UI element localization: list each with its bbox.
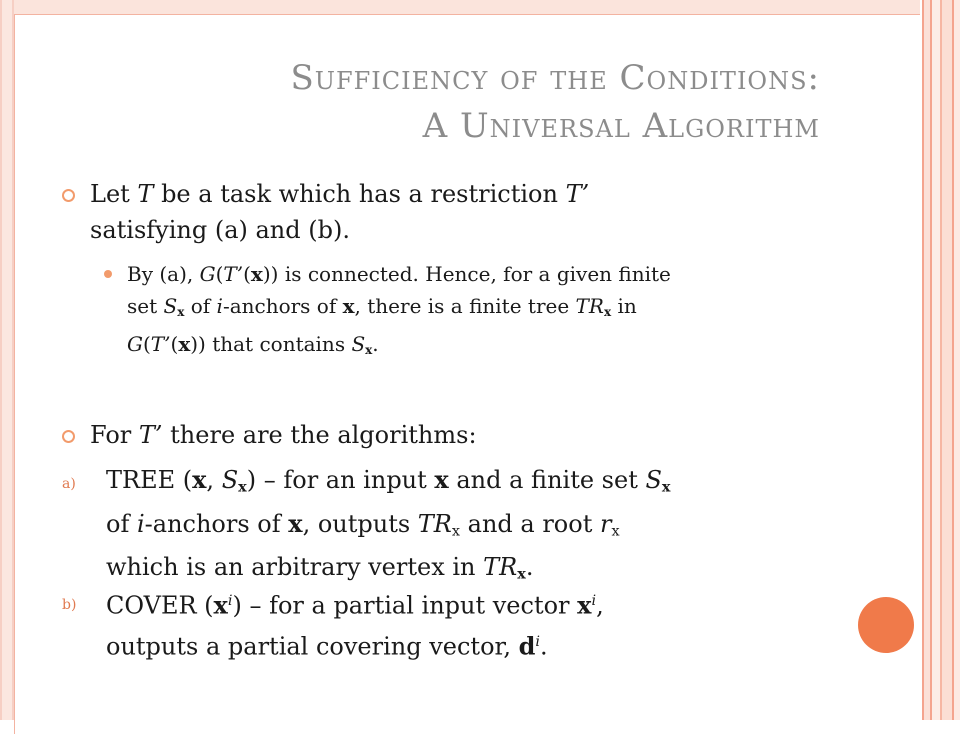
- enum-mark-a: a): [62, 476, 76, 492]
- orange-circle-decoration: [858, 597, 914, 653]
- sub-bullet-dot-icon: [104, 270, 112, 278]
- slide-title: [100, 54, 820, 150]
- title-line-2: A Universal Algorithm: [422, 106, 820, 146]
- frame-top-decoration: [0, 0, 920, 14]
- bullet-2-text: For T’ there are the algorithms:: [90, 421, 477, 449]
- bullet-1-text: Let T be a task which has a restriction T’ satisfying (a) and (b).: [90, 180, 590, 244]
- sub-bullet-text: By (a), G(T’(x)) is connected. Hence, for a given finite set $S_x$ of i-anchors of x, there is a finite tree $TR_x$ in G(T’(x)) that contains $S_x$.: [127, 262, 671, 357]
- bullet-ring-icon: [62, 430, 75, 443]
- item-a-text: TREE (x, $S_x$) – for an input x and a finite set $S_x$ of i-anchors of x, outputs $TR_x$ and a root $r_x$ which is an arbitrary vertex in $TR_x$.: [106, 465, 671, 583]
- enum-mark-b: b): [62, 597, 77, 613]
- bullet-ring-icon: [62, 189, 75, 202]
- frame-left-decoration: [0, 0, 14, 720]
- title-line-1: Sufficiency of the Conditions:: [290, 58, 820, 98]
- right-stripe-band: [920, 0, 960, 720]
- item-b-text: COVER $(x^i)$ – for a partial input vector $x^i$, outputs a partial covering vector, $d^i$.: [106, 590, 604, 661]
